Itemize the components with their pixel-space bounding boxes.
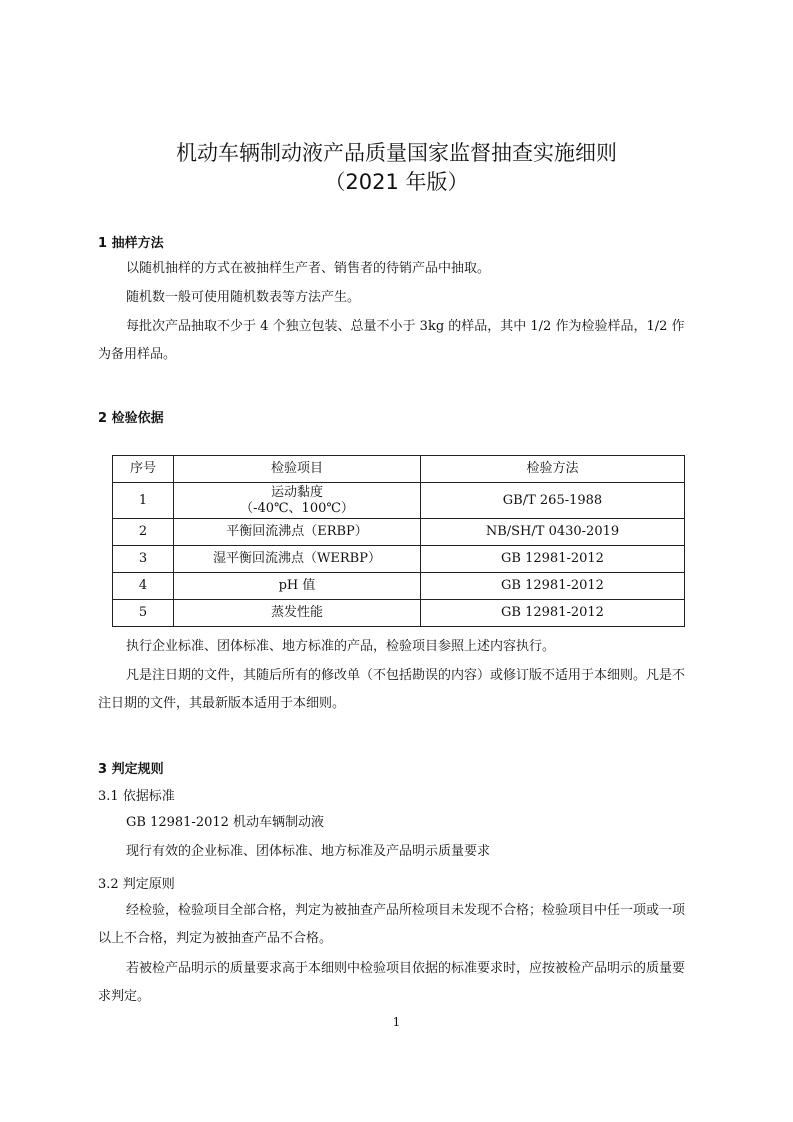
table-cell-item-line1: 运动黏度 bbox=[270, 484, 323, 500]
table-cell-method: GB 12981-2012 bbox=[421, 573, 685, 600]
table-cell-no: 2 bbox=[113, 519, 174, 546]
table-cell-item: 平衡回流沸点（ERBP） bbox=[174, 519, 421, 546]
table-row bbox=[113, 483, 685, 519]
section-1-paragraph-3: 每批次产品抽取不少于 4 个独立包装、总量不小于 3kg 的样品，其中 1/2 作为检验样品，1/2 作为备用样品。 bbox=[98, 319, 685, 362]
table-cell-item: 湿平衡回流沸点（WERBP） bbox=[174, 546, 421, 573]
table-cell-no: 4 bbox=[113, 573, 174, 600]
table-cell-method: GB 12981-2012 bbox=[421, 600, 685, 627]
table-cell-no: 3 bbox=[113, 546, 174, 573]
table-row bbox=[113, 546, 685, 573]
table-cell-item: pH 值 bbox=[174, 573, 421, 600]
inspection-table bbox=[112, 455, 685, 627]
table-row bbox=[113, 573, 685, 600]
table-cell-method: NB/SH/T 0430-2019 bbox=[421, 519, 685, 546]
table-cell-method: GB 12981-2012 bbox=[421, 546, 685, 573]
section-1-paragraph-1: 以随机抽样的方式在被抽样生产者、销售者的待销产品中抽取。 bbox=[126, 261, 491, 276]
document-title: 机动车辆制动液产品质量国家监督抽查实施细则 bbox=[176, 141, 617, 165]
page-number: 1 bbox=[392, 1015, 401, 1029]
section-3-2-paragraph-1: 经检验，检验项目全部合格，判定为被抽查产品所检项目未发现不合格；检验项目中任一项或一项以上不合格，判定为被抽查产品不合格。 bbox=[98, 903, 686, 946]
table-row bbox=[113, 600, 685, 627]
table-header-no: 序号 bbox=[113, 456, 174, 483]
table-row bbox=[113, 519, 685, 546]
table-header-item: 检验项目 bbox=[174, 456, 421, 483]
table-header-method: 检验方法 bbox=[421, 456, 685, 483]
table-cell-item bbox=[174, 483, 421, 519]
section-2-paragraph-2: 凡是注日期的文件，其随后所有的修改单（不包括勘误的内容）或修订版不适用于本细则。凡是不注日期的文件，其最新版本适用于本细则。 bbox=[98, 668, 686, 711]
section-3-1-paragraph-2: 现行有效的企业标准、团体标准、地方标准及产品明示质量要求 bbox=[126, 844, 491, 859]
section-1-heading: 1 抽样方法 bbox=[98, 236, 164, 251]
section-2-paragraph-1: 执行企业标准、团体标准、地方标准的产品，检验项目参照上述内容执行。 bbox=[126, 639, 556, 654]
table-cell-no: 5 bbox=[113, 600, 174, 627]
section-2-heading: 2 检验依据 bbox=[98, 411, 164, 426]
section-1-paragraph-2: 随机数一般可使用随机数表等方法产生。 bbox=[126, 290, 361, 305]
table-cell-item: 蒸发性能 bbox=[174, 600, 421, 627]
section-3-2-heading: 3.2 判定原则 bbox=[98, 877, 175, 892]
table-header-row bbox=[113, 456, 685, 483]
table-cell-no: 1 bbox=[113, 483, 174, 519]
document-subtitle-edition: （2021 年版） bbox=[324, 170, 469, 194]
table-cell-method: GB/T 265-1988 bbox=[421, 483, 685, 519]
section-3-2-paragraph-2: 若被检产品明示的质量要求高于本细则中检验项目依据的标准要求时，应按被检产品明示的质量要求判定。 bbox=[98, 961, 686, 1004]
section-3-heading: 3 判定规则 bbox=[98, 762, 164, 777]
table-cell-item-line2: （-40℃、100℃） bbox=[240, 500, 354, 516]
section-3-1-heading: 3.1 依据标准 bbox=[98, 789, 175, 804]
section-3-1-paragraph-1: GB 12981-2012 机动车辆制动液 bbox=[126, 815, 325, 830]
